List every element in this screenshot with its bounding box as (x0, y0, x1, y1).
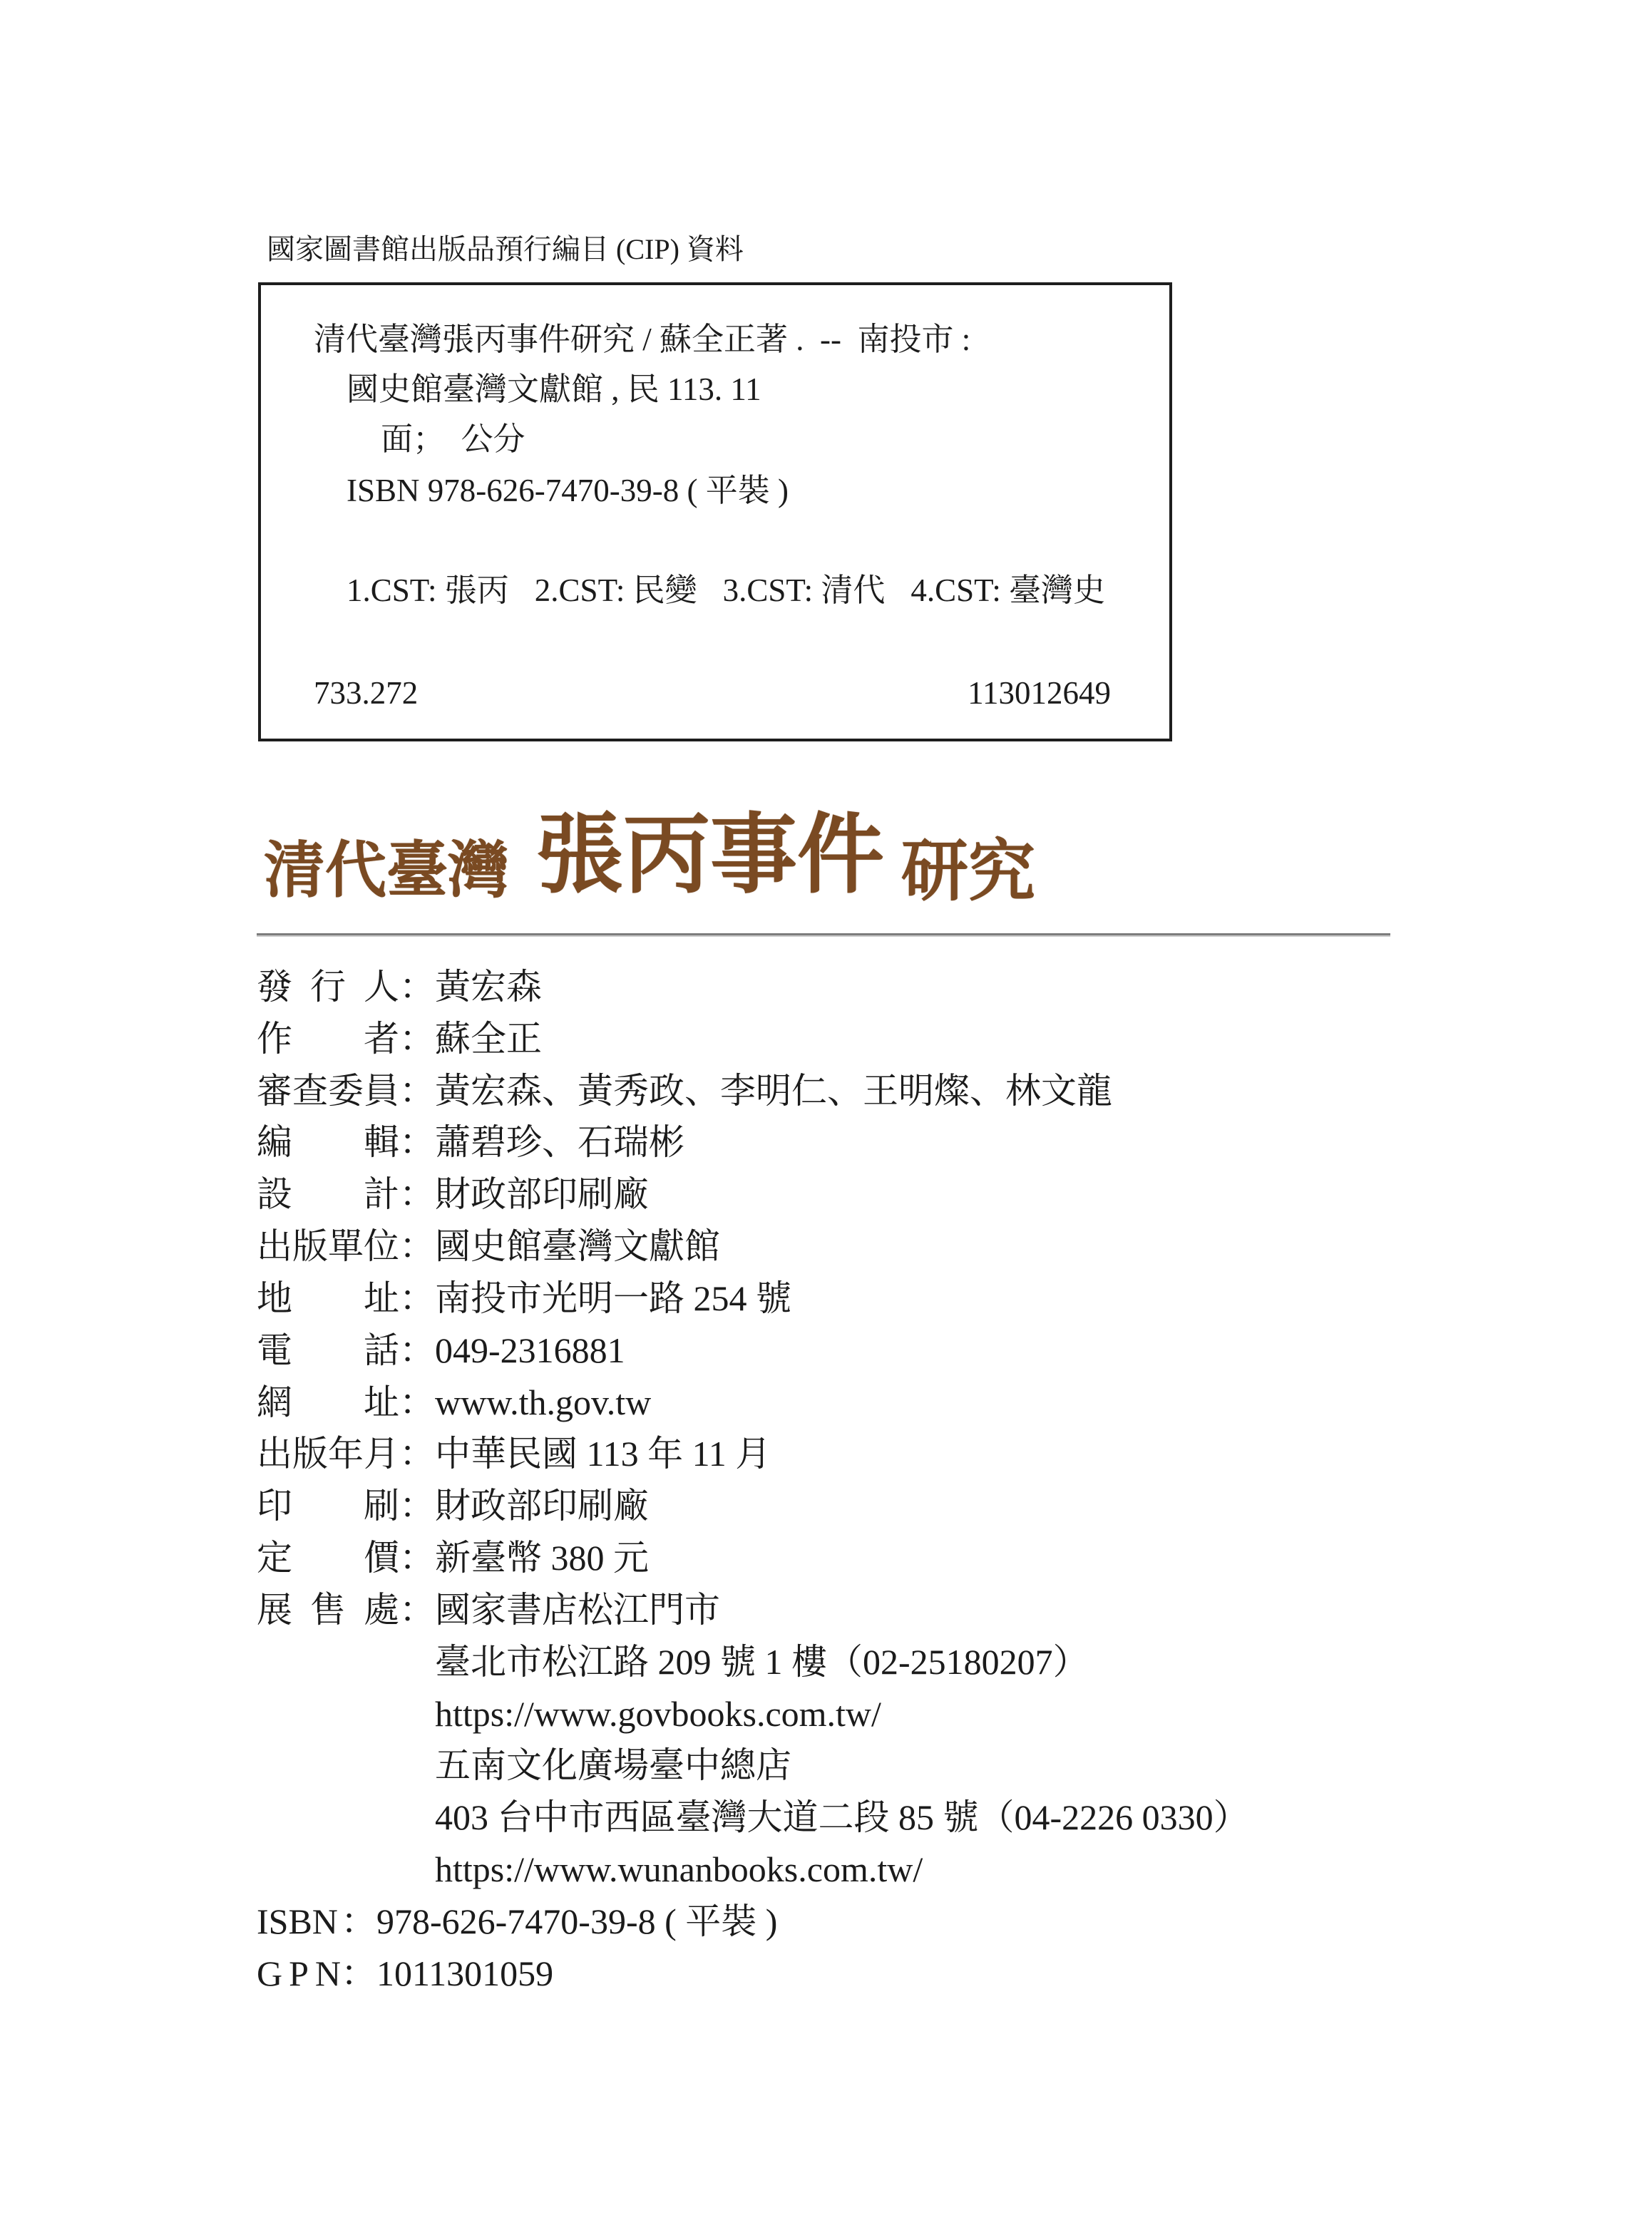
info-row-publication-date (257, 1428, 1469, 1480)
info-value: 國史館臺灣文獻館 (435, 1226, 720, 1267)
cip-heading: 國家圖書館出版品預行編目 (CIP) 資料 (267, 233, 744, 265)
info-row-publishing-unit (257, 1221, 1469, 1273)
info-row-design (257, 1168, 1469, 1221)
info-label: 審查委員 (257, 1070, 399, 1111)
sales-outlet-url: https://www.govbooks.com.tw/ (435, 1693, 881, 1734)
cip-publisher-line: 國史館臺灣文獻館 , 民 113. 11 (347, 371, 761, 407)
title-divider (257, 933, 1390, 935)
publication-info (257, 961, 1469, 2000)
cip-subject: 3.CST: 清代 (722, 572, 886, 608)
cip-record-box (258, 282, 1172, 741)
info-label: 編輯 (257, 1122, 399, 1163)
info-row-address (257, 1273, 1469, 1325)
sales-outlet-line: 403 台中市西區臺灣大道二段 85 號（04-2226 0330） (435, 1797, 1249, 1838)
sales-outlet-line: 國家書店松江門市 (435, 1589, 720, 1630)
info-colon: ： (399, 1434, 435, 1474)
cip-subject: 2.CST: 民變 (534, 572, 697, 608)
info-label: 定價 (257, 1538, 399, 1578)
book-title-main: 張丙事件 (536, 808, 884, 904)
cip-isbn-line: ISBN 978-626-7470-39-8 ( 平裝 ) (347, 473, 789, 508)
cip-subject: 1.CST: 張丙 (347, 572, 509, 608)
info-label: 出版單位 (257, 1226, 399, 1267)
info-value: 財政部印刷廠 (435, 1486, 649, 1526)
info-row-gpn (257, 1948, 1469, 2000)
sales-outlet-row (257, 1844, 1469, 1896)
info-colon: ： (399, 1330, 435, 1370)
info-value: 新臺幣 380 元 (435, 1538, 649, 1578)
cip-class-number: 733.272 (314, 675, 419, 711)
info-value: 黃宏森、黃秀政、李明仁、王明燦、林文龍 (435, 1070, 1112, 1111)
info-colon: ： (399, 1538, 435, 1578)
gpn-value: 1011301059 (376, 1953, 554, 1993)
cip-subjects (347, 569, 1105, 612)
sales-outlet-row (257, 1688, 1469, 1740)
isbn-label: ISBN (257, 1901, 338, 1941)
info-row-printer (257, 1480, 1469, 1532)
info-value: www.th.gov.tw (435, 1382, 652, 1422)
info-label: 地址 (257, 1278, 399, 1318)
info-value: 蕭碧珍、石瑞彬 (435, 1122, 684, 1163)
info-row-price (257, 1532, 1469, 1584)
info-colon: ： (399, 1174, 435, 1215)
cip-number: 113012649 (968, 675, 1111, 711)
info-colon: ： (399, 1278, 435, 1318)
info-colon: ： (399, 1486, 435, 1526)
info-value: 南投市光明一路 254 號 (435, 1278, 791, 1318)
info-colon: ： (399, 1070, 435, 1111)
info-colon: ： (399, 1226, 435, 1267)
info-label: 作者 (257, 1018, 399, 1059)
info-label: 出版年月 (257, 1434, 399, 1474)
info-label: 展售處 (257, 1589, 399, 1630)
info-label: 設計 (257, 1174, 399, 1215)
isbn-value: 978-626-7470-39-8 ( 平裝 ) (376, 1901, 778, 1941)
info-row-sales-outlets (257, 1584, 1469, 1636)
sales-outlet-row (257, 1792, 1469, 1844)
info-row-publisher (257, 961, 1469, 1013)
info-value: 049-2316881 (435, 1330, 625, 1370)
cip-pages-line: 面； 公分 (381, 421, 525, 457)
info-label: 印刷 (257, 1486, 399, 1526)
info-colon: ： (399, 1122, 435, 1163)
info-value: 黃宏森 (435, 967, 542, 1007)
cip-subject: 4.CST: 臺灣史 (910, 572, 1106, 608)
cip-title-line: 清代臺灣張丙事件研究 / 蘇全正著 . -- 南投市 : (314, 322, 971, 357)
info-value: 中華民國 113 年 11 月 (435, 1434, 771, 1474)
gpn-label: GPN (257, 1953, 348, 1993)
info-row-editors (257, 1116, 1469, 1168)
sales-outlet-line: 五南文化廣場臺中總店 (435, 1745, 791, 1786)
info-colon: ： (399, 1589, 435, 1630)
book-title-prefix: 清代臺灣 (264, 836, 509, 905)
info-row-phone (257, 1325, 1469, 1377)
sales-outlet-url: https://www.wunanbooks.com.tw/ (435, 1849, 923, 1890)
info-colon: ： (341, 1953, 376, 1993)
sales-outlet-line: 臺北市松江路 209 號 1 樓（02-25180207） (435, 1641, 1089, 1682)
info-value: 蘇全正 (435, 1018, 542, 1059)
info-row-author (257, 1013, 1469, 1065)
info-row-isbn (257, 1896, 1469, 1948)
info-value: 財政部印刷廠 (435, 1174, 649, 1215)
sales-outlet-row (257, 1740, 1469, 1792)
info-row-reviewers (257, 1065, 1469, 1117)
info-label: 發行人 (257, 967, 399, 1007)
sales-outlet-row (257, 1636, 1469, 1688)
info-colon: ： (399, 967, 435, 1007)
info-label: 網址 (257, 1382, 399, 1422)
info-colon: ： (399, 1382, 435, 1422)
info-colon: ： (341, 1901, 376, 1941)
info-colon: ： (399, 1018, 435, 1059)
info-row-website (257, 1377, 1469, 1429)
info-label: 電話 (257, 1330, 399, 1370)
book-title-suffix: 研究 (901, 835, 1036, 909)
